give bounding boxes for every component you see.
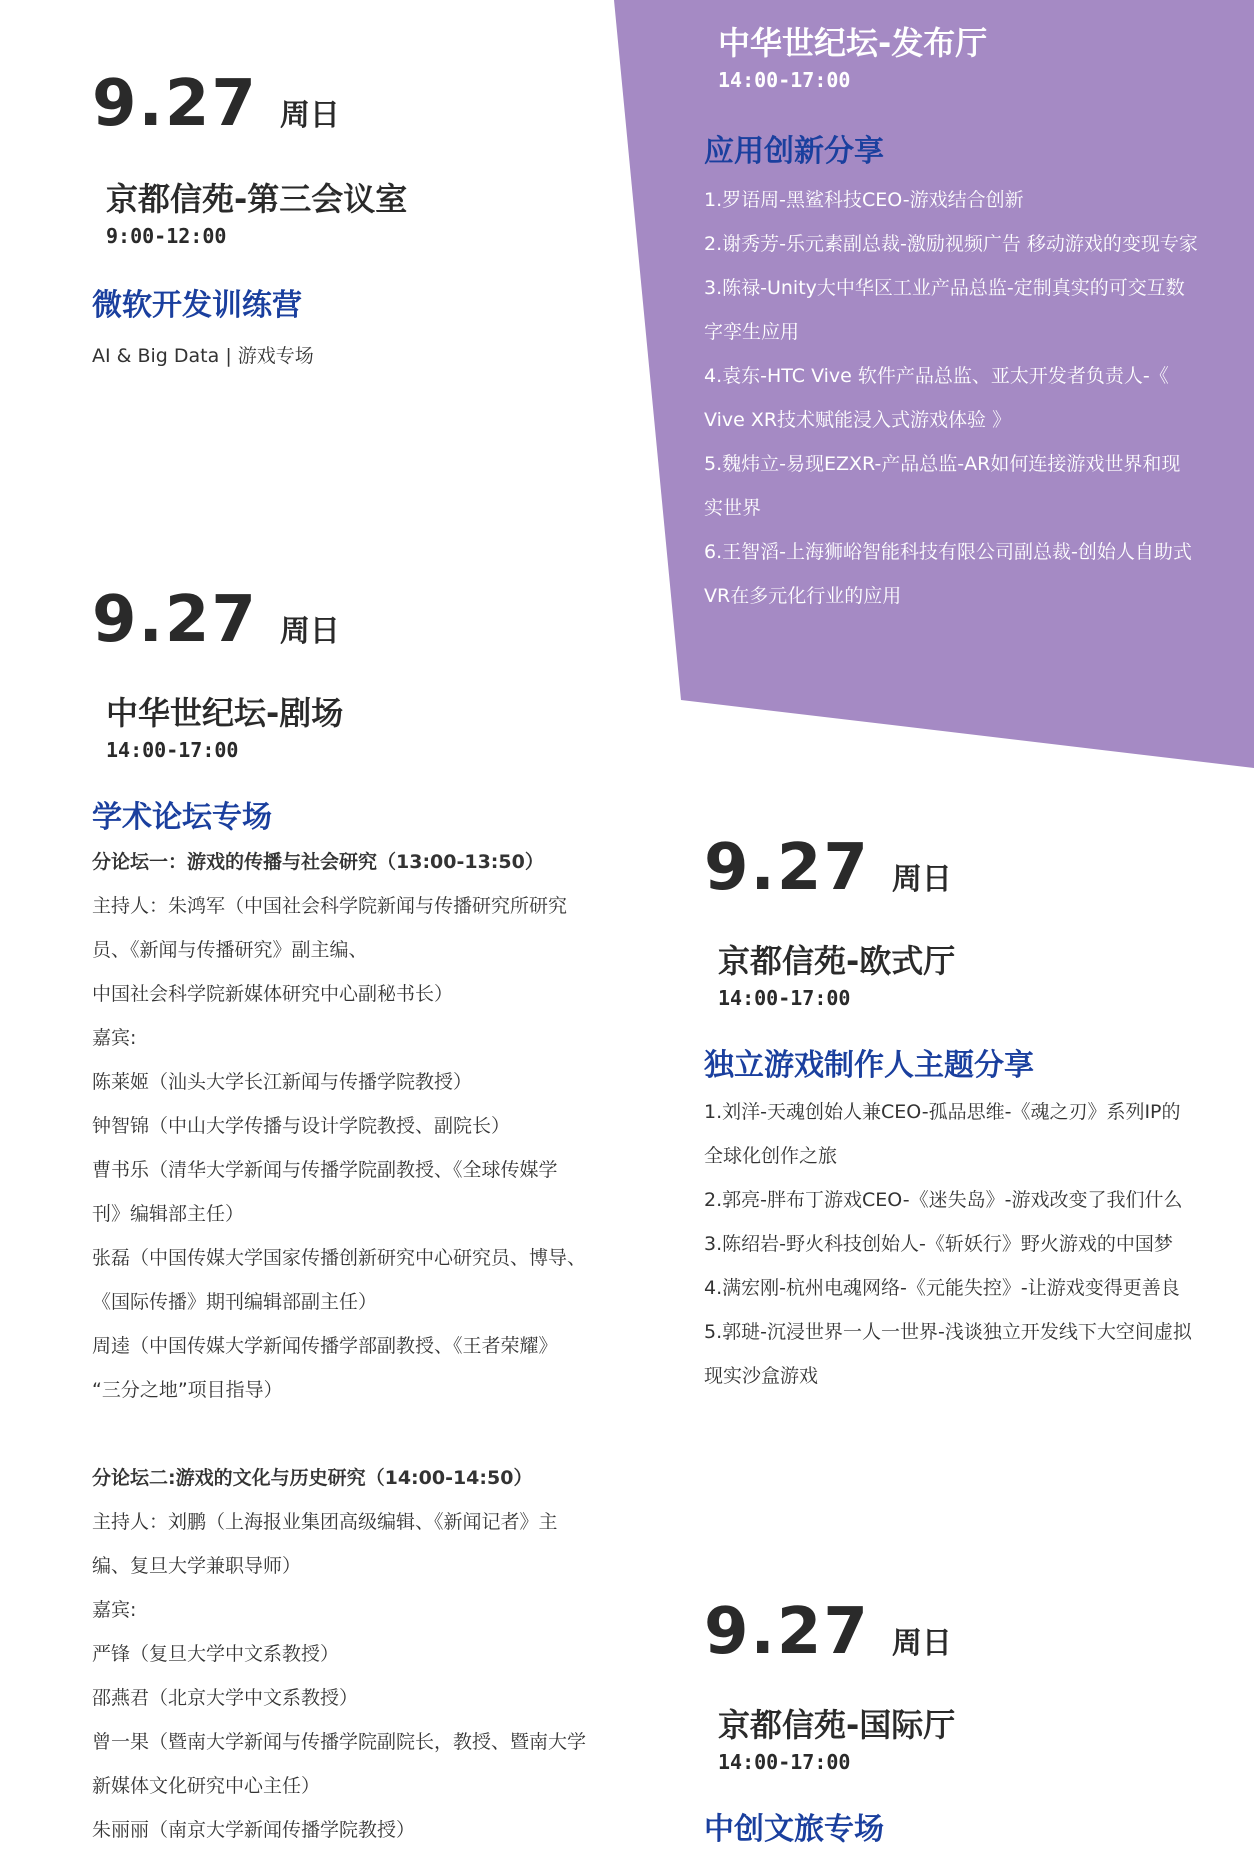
list-item: 编、复旦大学兼职导师） [92,1555,302,1577]
list-item: 《国际传播》期刊编辑部副主任） [92,1291,378,1313]
topic-title: 中创文旅专场 [704,1812,884,1847]
forum-heading: 分论坛一：游戏的传播与社会研究（13:00-13:50） [92,851,544,873]
list-item: 3.陈禄-Unity大中华区工业产品总监-定制真实的可交互数 [704,277,1185,299]
date: 9.27 [704,831,870,905]
speaker-list [704,178,1198,618]
list-item: 全球化创作之旅 [704,1145,838,1167]
topic-title: 应用创新分享 [704,134,884,169]
venue: 京都信苑-第三会议室 [106,180,408,218]
speaker-list [704,1090,1192,1398]
date-row [704,1595,955,1680]
list-item: 严锋（复旦大学中文系教授） [92,1643,340,1665]
weekday: 周日 [891,1626,952,1661]
list-item: 周逵（中国传媒大学新闻传播学部副教授、《王者荣耀》 [92,1335,558,1357]
date-row [704,831,1192,916]
list-item: 邵燕君（北京大学中文系教授） [92,1687,359,1709]
date-row [92,583,586,668]
list-item: 字孪生应用 [704,321,800,343]
list-item: 现实沙盒游戏 [704,1365,819,1387]
list-item: 中国社会科学院新媒体研究中心副秘书长） [92,983,454,1005]
list-item: 员、《新闻与传播研究》副主编、 [92,939,368,961]
list-item: 6.王智滔-上海狮峪智能科技有限公司副总裁-创始人自助式 [704,541,1192,563]
date: 9.27 [92,67,258,141]
list-item: 新媒体文化研究中心主任） [92,1775,321,1797]
venue: 京都信苑-欧式厅 [718,942,956,980]
list-item: 4.满宏刚-杭州电魂网络-《元能失控》-让游戏变得更善良 [704,1277,1180,1299]
list-item: 1.刘洋-天魂创始人兼CEO-孤品思维-《魂之刃》系列IP的 [704,1101,1181,1123]
list-item: 朱丽丽（南京大学新闻传播学院教授） [92,1819,416,1841]
list-item: 主持人：朱鸿军（中国社会科学院新闻与传播研究所研究 [92,895,568,917]
weekday: 周日 [891,862,952,897]
time: 14:00-17:00 [718,1750,851,1774]
list-item: VR在多元化行业的应用 [704,585,902,607]
section-morning-session [92,67,408,378]
list-item: 实世界 [704,497,762,519]
date-row [92,67,407,152]
spacer [92,1412,586,1456]
time: 9:00-12:00 [106,224,227,248]
list-item: 5.郭琎-沉浸世界一人一世界-浅谈独立开发线下大空间虚拟 [704,1321,1192,1343]
list-item: 4.袁东-HTC Vive 软件产品总监、亚太开发者负责人-《 [704,365,1169,387]
list-item: 1.罗语周-黑鲨科技CEO-游戏结合创新 [704,189,1024,211]
list-item: “三分之地”项目指导） [92,1379,283,1401]
date: 9.27 [704,1595,870,1669]
list-item: 3.陈绍岩-野火科技创始人-《斩妖行》野火游戏的中国梦 [704,1233,1173,1255]
list-item: 2.谢秀芳-乐元素副总裁-激励视频广告 移动游戏的变现专家 [704,233,1198,255]
list-item: 张磊（中国传媒大学国家传播创新研究中心研究员、博导、 [92,1247,587,1269]
time: 14:00-17:00 [718,68,851,92]
venue: 中华世纪坛-剧场 [106,694,344,732]
section-theater [92,583,587,1852]
list-item: 2.郭亮-胖布丁游戏CEO-《迷失岛》-游戏改变了我们什么 [704,1189,1183,1211]
weekday: 周日 [279,614,340,649]
forum-list [92,840,586,1852]
time: 14:00-17:00 [106,738,239,762]
topic-title: 独立游戏制作人主题分享 [704,1048,1034,1083]
list-item: 5.魏炜立-易现EZXR-产品总监-AR如何连接游戏世界和现 [704,453,1181,475]
topic-title: 微软开发训练营 [92,288,302,323]
section-european-hall [704,831,1192,1398]
venue: 京都信苑-国际厅 [718,1706,956,1744]
list-item: 曾一果（暨南大学新闻与传播学院副院长，教授、暨南大学 [92,1731,587,1753]
list-item: 曹书乐（清华大学新闻与传播学院副教授、《全球传媒学 [92,1159,558,1181]
forum-heading: 分论坛二:游戏的文化与历史研究（14:00-14:50） [92,1467,533,1489]
venue: 中华世纪坛-发布厅 [718,24,988,62]
list-item: 陈莱姬（汕头大学长江新闻与传播学院教授） [92,1071,473,1093]
list-item: 嘉宾: [92,1599,137,1621]
date: 9.27 [92,583,258,657]
section-release-hall [704,18,1198,618]
list-item: Vive XR技术赋能浸入式游戏体验 》 [704,409,1012,431]
list-item: 钟智锦（中山大学传播与设计学院教授、副院长） [92,1115,511,1137]
weekday: 周日 [279,98,340,133]
list-item: 嘉宾: [92,1027,137,1049]
list-item: 主持人：刘鹏（上海报业集团高级编辑、《新闻记者》主 [92,1511,558,1533]
time: 14:00-17:00 [718,986,851,1010]
section-international-hall [704,1595,956,1848]
topic-description: AI & Big Data | 游戏专场 [92,345,314,367]
list-item: 刊》编辑部主任） [92,1203,245,1225]
topic-title: 学术论坛专场 [92,800,272,835]
